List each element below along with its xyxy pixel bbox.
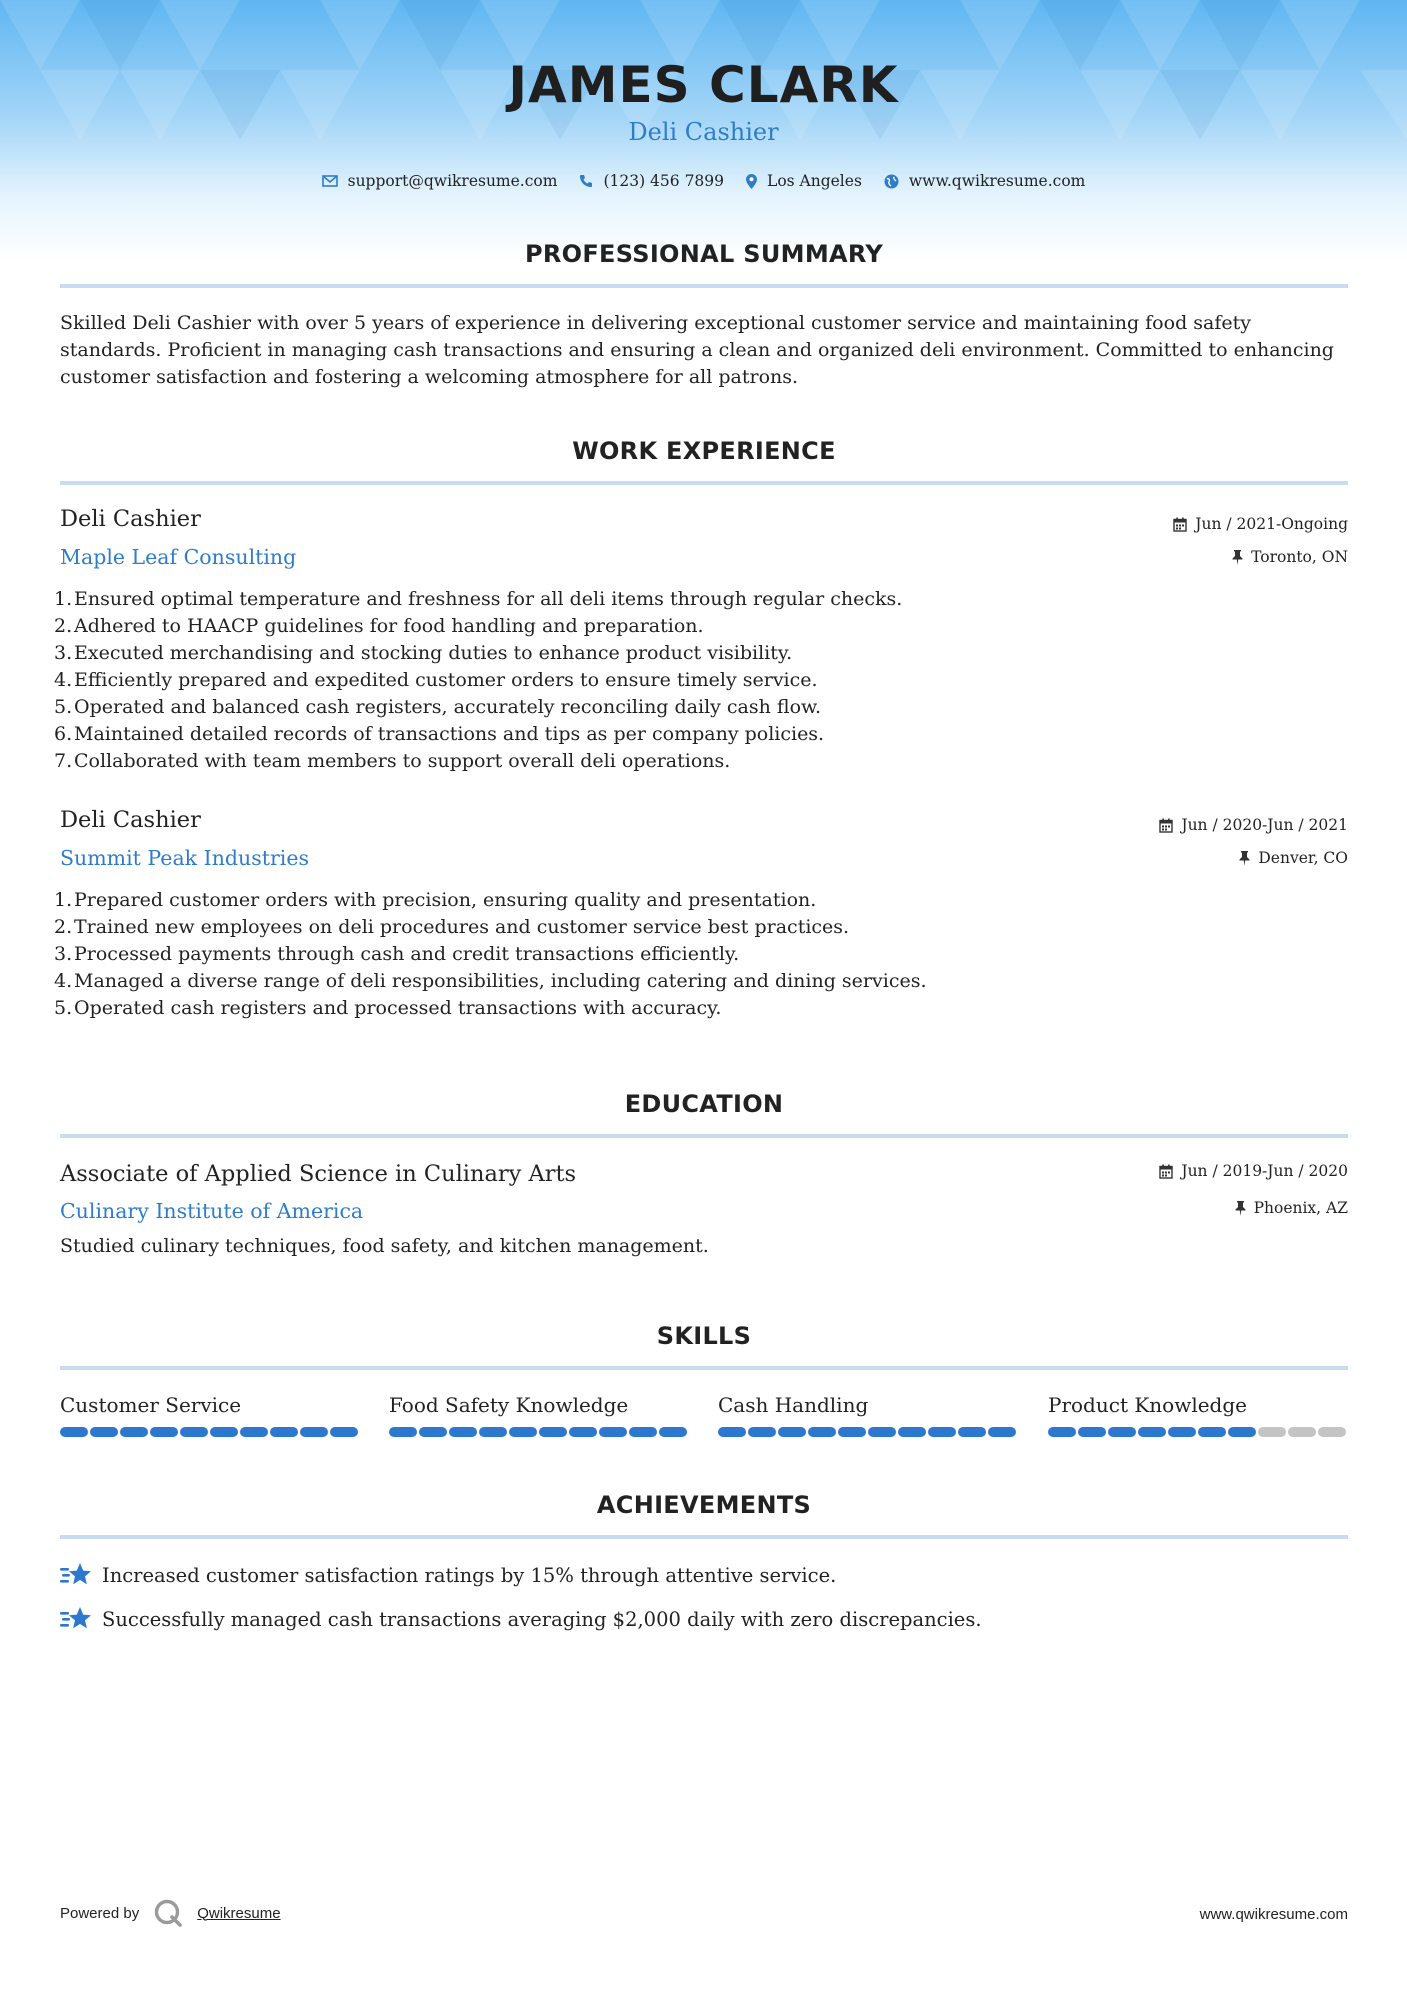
achievement-item bbox=[60, 1606, 982, 1632]
contact-location bbox=[746, 172, 862, 190]
skill-dot-filled bbox=[778, 1427, 806, 1437]
qwikresume-logo-icon bbox=[153, 1898, 183, 1928]
skill-rating bbox=[60, 1427, 360, 1437]
job-dates-text: Jun / 2021-Ongoing bbox=[1195, 515, 1348, 533]
skill-dot-filled bbox=[479, 1427, 507, 1437]
list-item: 5.Operated and balanced cash registers, accurately reconciling daily cash flow. bbox=[54, 696, 822, 718]
skill-dot-filled bbox=[1108, 1427, 1136, 1437]
section-divider bbox=[60, 481, 1348, 485]
section-divider bbox=[60, 284, 1348, 288]
pushpin-icon bbox=[1232, 550, 1243, 565]
skill-dot-filled bbox=[629, 1427, 657, 1437]
map-marker-icon bbox=[746, 174, 757, 189]
list-item: 1.Ensured optimal temperature and freshness for all deli items through regular checks. bbox=[54, 588, 903, 610]
contact-phone-text: (123) 456 7899 bbox=[603, 172, 725, 190]
candidate-name: JAMES CLARK bbox=[508, 56, 899, 114]
skill-name: Cash Handling bbox=[718, 1393, 869, 1417]
skill-dot-filled bbox=[868, 1427, 896, 1437]
contact-website[interactable] bbox=[884, 172, 1085, 190]
job-dates bbox=[1159, 816, 1348, 834]
calendar-icon bbox=[1159, 818, 1173, 833]
calendar-icon bbox=[1173, 517, 1187, 532]
section-title-skills: SKILLS bbox=[656, 1322, 752, 1350]
skill-dot-filled bbox=[569, 1427, 597, 1437]
pushpin-icon bbox=[1235, 1201, 1246, 1216]
pushpin-icon bbox=[1239, 851, 1250, 866]
skill-rating bbox=[1048, 1427, 1348, 1437]
list-item: 5.Operated cash registers and processed transactions with accuracy. bbox=[54, 997, 722, 1019]
summary-text: Skilled Deli Cashier with over 5 years of experience in delivering exceptional customer service and maintaining food safety standards. Proficient in managing cash transactions and ensuring a clean and organized deli environment. Committed to enhancing customer satisfaction and fostering a welcoming atmosphere for all patrons. bbox=[60, 312, 1334, 388]
education-location bbox=[1235, 1199, 1348, 1217]
skill-rating bbox=[389, 1427, 689, 1437]
section-title-summary: PROFESSIONAL SUMMARY bbox=[524, 240, 884, 268]
section-divider bbox=[60, 1366, 1348, 1370]
list-item: 4.Managed a diverse range of deli responsibilities, including catering and dining services. bbox=[54, 970, 927, 992]
company-name: Summit Peak Industries bbox=[60, 846, 309, 870]
list-item: 1.Prepared customer orders with precision, ensuring quality and presentation. bbox=[54, 889, 817, 911]
list-item: 7.Collaborated with team members to support overall deli operations. bbox=[54, 750, 731, 772]
footer-url[interactable]: www.qwikresume.com bbox=[1199, 1906, 1348, 1923]
skill-dot-filled bbox=[300, 1427, 328, 1437]
job-bullets bbox=[54, 887, 1254, 1022]
degree-title: Associate of Applied Science in Culinary Arts bbox=[60, 1161, 577, 1187]
skill-dot-filled bbox=[270, 1427, 298, 1437]
skill-item bbox=[60, 1393, 360, 1437]
brand-link[interactable]: Qwikresume bbox=[197, 1904, 281, 1922]
skill-dot-filled bbox=[808, 1427, 836, 1437]
contact-location-text: Los Angeles bbox=[767, 172, 862, 190]
skill-dot-filled bbox=[120, 1427, 148, 1437]
skill-dot-empty bbox=[1258, 1427, 1286, 1437]
globe-icon bbox=[884, 174, 899, 189]
skill-dot-filled bbox=[928, 1427, 956, 1437]
achievement-text: Successfully managed cash transactions averaging $2,000 daily with zero discrepancies. bbox=[102, 1607, 982, 1631]
job-title: Deli Cashier bbox=[60, 506, 201, 532]
job-title: Deli Cashier bbox=[60, 807, 201, 833]
job-location-text: Denver, CO bbox=[1258, 849, 1348, 867]
powered-by-label: Powered by bbox=[60, 1904, 140, 1922]
list-item: 3.Processed payments through cash and credit transactions efficiently. bbox=[54, 943, 740, 965]
skill-dot-filled bbox=[1048, 1427, 1076, 1437]
skill-dot-filled bbox=[659, 1427, 687, 1437]
job-dates bbox=[1173, 515, 1348, 533]
education-dates-text: Jun / 2019-Jun / 2020 bbox=[1181, 1162, 1348, 1180]
skill-dot-filled bbox=[90, 1427, 118, 1437]
skill-dot-filled bbox=[509, 1427, 537, 1437]
star-icon bbox=[60, 1606, 92, 1632]
education-location-text: Phoenix, AZ bbox=[1253, 1199, 1348, 1217]
job-location-text: Toronto, ON bbox=[1251, 548, 1348, 566]
section-title-experience: WORK EXPERIENCE bbox=[572, 437, 836, 465]
skill-dot-filled bbox=[1198, 1427, 1226, 1437]
footer-powered-by bbox=[60, 1898, 281, 1928]
list-item: 2.Trained new employees on deli procedures and customer service best practices. bbox=[54, 916, 850, 938]
envelope-icon bbox=[322, 175, 338, 187]
contact-phone[interactable] bbox=[579, 172, 724, 190]
skill-item bbox=[389, 1393, 689, 1437]
achievement-item bbox=[60, 1562, 836, 1588]
skill-rating bbox=[718, 1427, 1018, 1437]
skill-dot-filled bbox=[210, 1427, 238, 1437]
skill-dot-filled bbox=[958, 1427, 986, 1437]
education-description: Studied culinary techniques, food safety, and kitchen management. bbox=[60, 1235, 709, 1257]
section-title-education: EDUCATION bbox=[624, 1090, 784, 1118]
candidate-role: Deli Cashier bbox=[628, 118, 779, 146]
skill-dot-filled bbox=[240, 1427, 268, 1437]
job-location bbox=[1232, 548, 1348, 566]
skill-name: Food Safety Knowledge bbox=[389, 1393, 629, 1417]
achievement-text: Increased customer satisfaction ratings by 15% through attentive service. bbox=[102, 1563, 837, 1587]
job-dates-text: Jun / 2020-Jun / 2021 bbox=[1181, 816, 1348, 834]
skill-dot-filled bbox=[150, 1427, 178, 1437]
skill-dot-filled bbox=[1138, 1427, 1166, 1437]
skill-name: Customer Service bbox=[60, 1393, 242, 1417]
contact-website-text: www.qwikresume.com bbox=[908, 172, 1086, 190]
job-location bbox=[1239, 849, 1348, 867]
job-bullets bbox=[54, 586, 1254, 775]
skill-dot-filled bbox=[988, 1427, 1016, 1437]
skill-dot-filled bbox=[419, 1427, 447, 1437]
list-item: 6.Maintained detailed records of transactions and tips as per company policies. bbox=[54, 723, 825, 745]
skill-name: Product Knowledge bbox=[1048, 1393, 1247, 1417]
calendar-icon bbox=[1159, 1164, 1173, 1179]
skill-dot-filled bbox=[1168, 1427, 1196, 1437]
skill-dot-empty bbox=[1288, 1427, 1316, 1437]
skill-dot-filled bbox=[748, 1427, 776, 1437]
skill-dot-filled bbox=[718, 1427, 746, 1437]
skill-dot-filled bbox=[539, 1427, 567, 1437]
section-title-achievements: ACHIEVEMENTS bbox=[596, 1491, 812, 1519]
skill-dot-filled bbox=[180, 1427, 208, 1437]
section-divider bbox=[60, 1535, 1348, 1539]
section-divider bbox=[60, 1134, 1348, 1138]
list-item: 2.Adhered to HAACP guidelines for food handling and preparation. bbox=[54, 615, 704, 637]
skill-dot-filled bbox=[389, 1427, 417, 1437]
list-item: 3.Executed merchandising and stocking duties to enhance product visibility. bbox=[54, 642, 793, 664]
contact-bar bbox=[0, 172, 1407, 190]
skill-item bbox=[1048, 1393, 1348, 1437]
skill-dot-filled bbox=[1078, 1427, 1106, 1437]
skill-dot-filled bbox=[599, 1427, 627, 1437]
skill-dot-filled bbox=[60, 1427, 88, 1437]
skill-dot-filled bbox=[449, 1427, 477, 1437]
education-dates bbox=[1159, 1162, 1348, 1180]
phone-icon bbox=[579, 174, 593, 188]
skill-item bbox=[718, 1393, 1018, 1437]
school-name: Culinary Institute of America bbox=[60, 1199, 364, 1223]
skill-dot-filled bbox=[1228, 1427, 1256, 1437]
list-item: 4.Efficiently prepared and expedited customer orders to ensure timely service. bbox=[54, 669, 818, 691]
skill-dot-filled bbox=[898, 1427, 926, 1437]
contact-email[interactable] bbox=[322, 172, 558, 190]
skill-dot-empty bbox=[1318, 1427, 1346, 1437]
star-icon bbox=[60, 1562, 92, 1588]
contact-email-text: support@qwikresume.com bbox=[347, 172, 558, 190]
skill-dot-filled bbox=[838, 1427, 866, 1437]
company-name: Maple Leaf Consulting bbox=[60, 545, 297, 569]
skill-dot-filled bbox=[330, 1427, 358, 1437]
